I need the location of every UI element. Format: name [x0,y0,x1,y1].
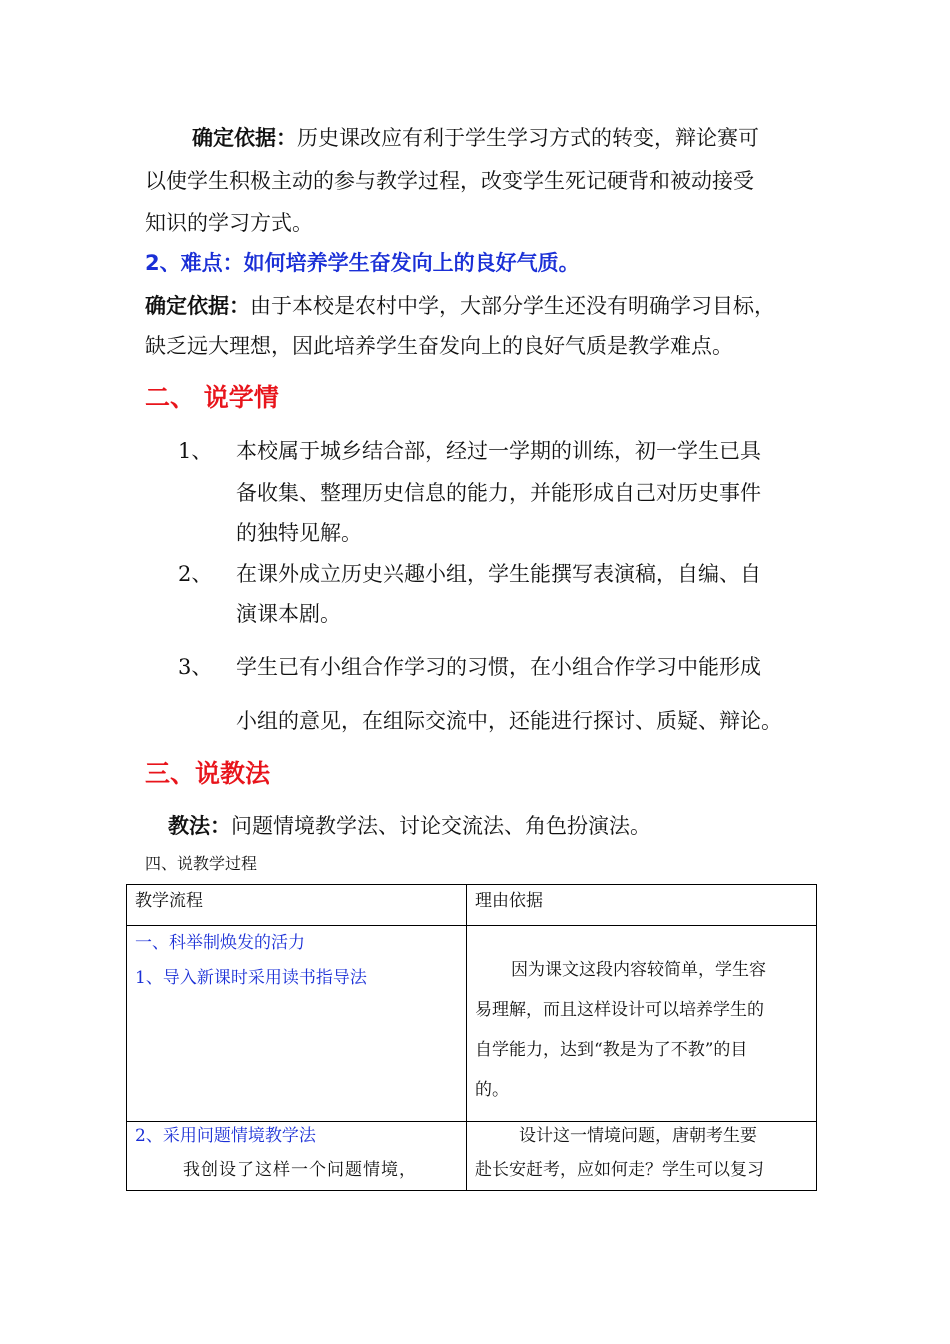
teaching-methods: 教法：问题情境教学法、讨论交流法、角色扮演法。 [168,814,651,838]
table-cell: 因为课文这段内容较简单，学生容 易理解，而且这样设计可以培养学生的 自学能力，达到“教是为了不教”的目 的。 [467,926,817,1122]
difficulty-basis-line2: 缺乏远大理想，因此培养学生奋发向上的良好气质是教学难点。 [145,334,733,358]
section4-heading: 四、说教学过程 [145,854,258,873]
basis1-line1: 确定依据：历史课改应有利于学生学习方式的转变，辩论赛可 [192,126,759,150]
list-item-line: 小组的意见，在组际交流中，还能进行探讨、质疑、辩论。 [236,709,782,733]
list-item-line: 在课外成立历史兴趣小组，学生能撰写表演稿，自编、自 [236,562,761,586]
table-cell: 一、科举制焕发的活力 1、导入新课时采用读书指导法 [127,926,467,1122]
table-header-row [127,885,817,926]
difficulty-basis-label: 确定依据： [145,294,250,318]
list-item-line: 学生已有小组合作学习的习惯，在小组合作学习中能形成 [236,655,761,679]
list-item-line: 演课本剧。 [236,602,341,626]
table-row [127,1122,817,1191]
table-cell: 设计这一情境问题，唐朝考生要 赴长安赶考，应如何走？学生可以复习 [467,1122,817,1191]
table-cell: 2、采用问题情境教学法 我创设了这样一个问题情境， [127,1122,467,1191]
teaching-process-table [126,884,817,1191]
list-item-num: 3、 [178,655,213,679]
table-row [127,926,817,1122]
difficulty-heading: 2、难点：如何培养学生奋发向上的良好气质。 [145,251,580,275]
list-item-line: 备收集、整理历史信息的能力，并能形成自己对历史事件 [236,481,761,505]
table-header: 教学流程 [127,885,467,926]
basis1-label: 确定依据： [192,126,297,150]
difficulty-basis-line1: 确定依据：由于本校是农村中学，大部分学生还没有明确学习目标， [145,294,775,318]
list-item-num: 2、 [178,562,213,586]
basis1-line2: 以使学生积极主动的参与教学过程，改变学生死记硬背和被动接受 [145,169,754,193]
basis1-line3: 知识的学习方式。 [145,211,313,235]
teaching-methods-label: 教法： [168,814,231,838]
list-item-num: 1、 [178,439,213,463]
section3-heading: 三、说教法 [145,759,271,788]
table-header: 理由依据 [467,885,817,926]
section2-heading: 二、 说学情 [145,383,279,412]
list-item-line: 本校属于城乡结合部，经过一学期的训练，初一学生已具 [236,439,761,463]
list-item-line: 的独特见解。 [236,521,362,545]
